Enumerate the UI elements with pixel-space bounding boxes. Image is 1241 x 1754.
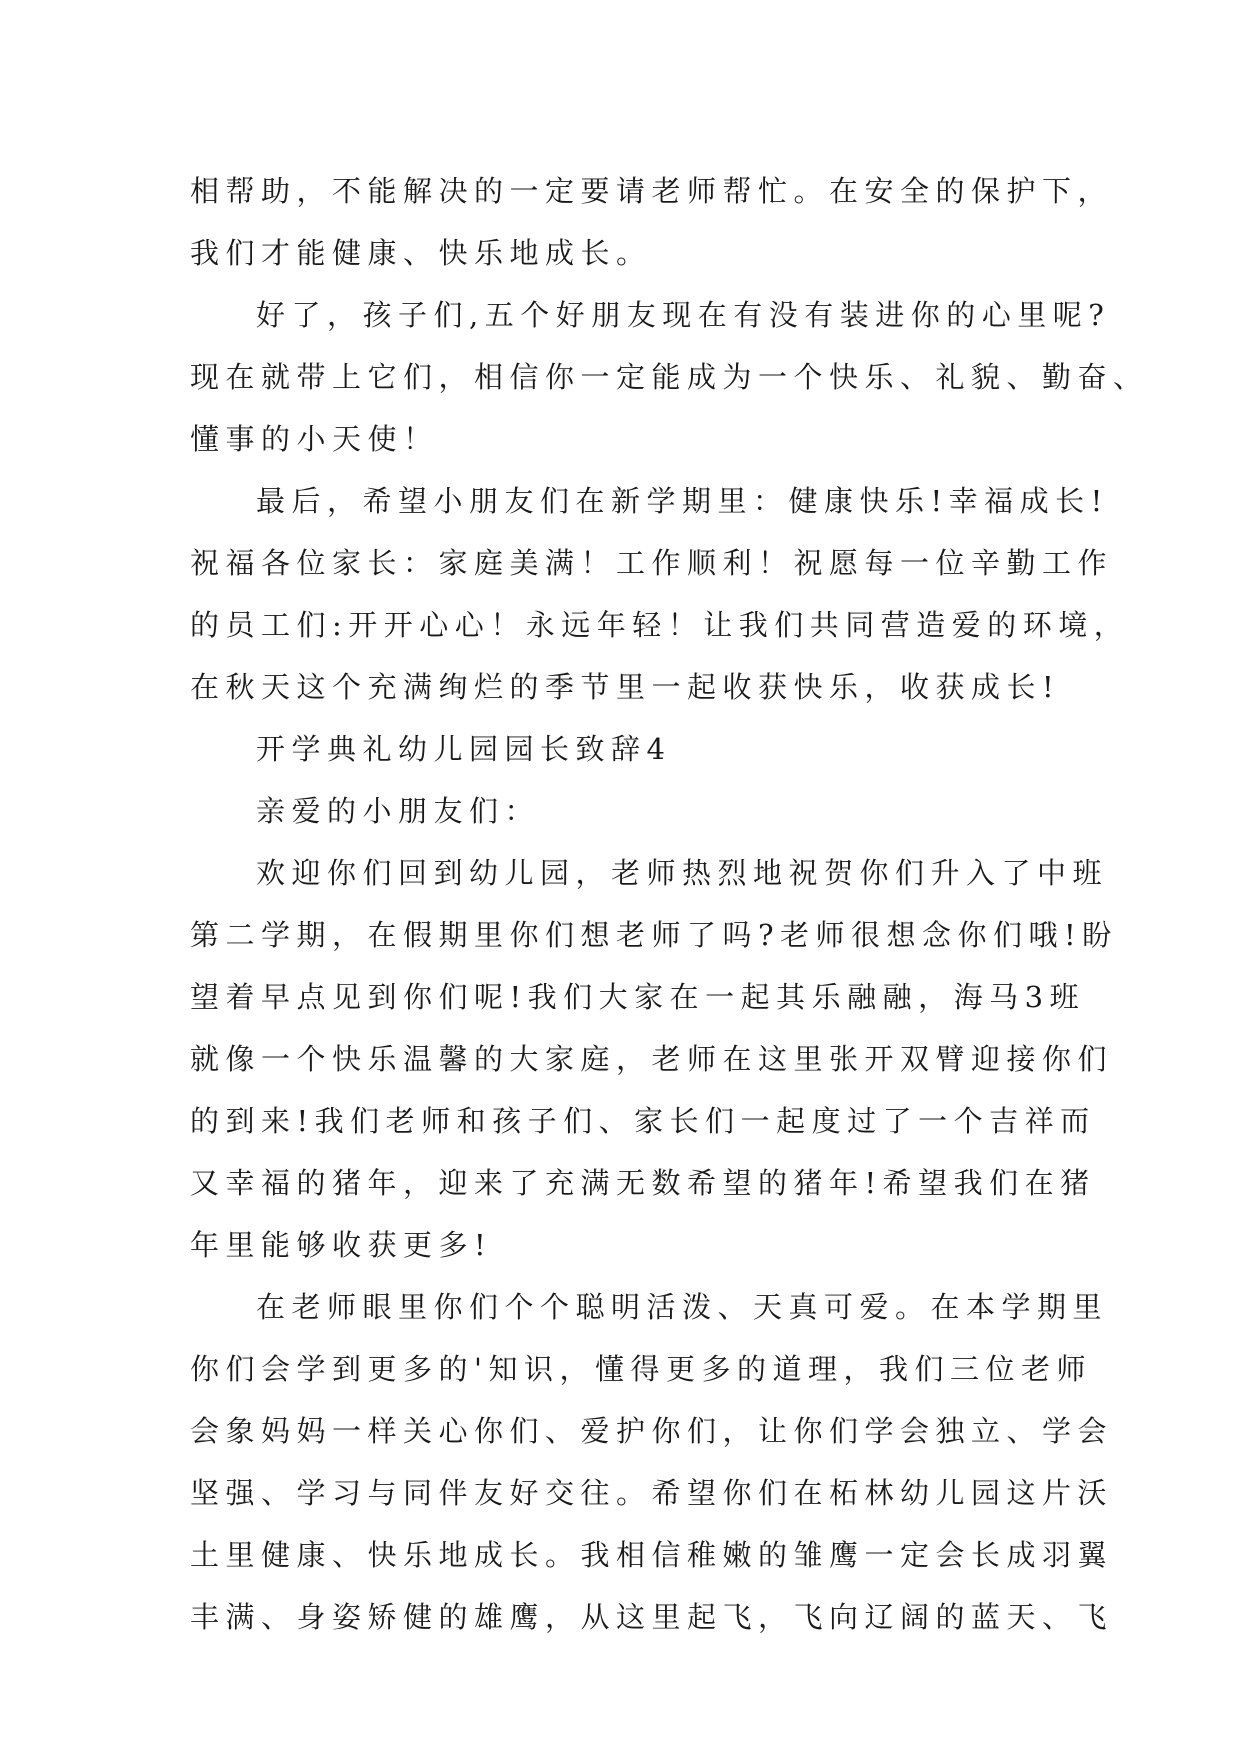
- text-line: 又幸福的猪年，迎来了充满无数希望的猪年!希望我们在猪: [190, 1166, 1096, 1200]
- text-line: 的到来!我们老师和孩子们、家长们一起度过了一个吉祥而: [190, 1104, 1096, 1138]
- text-line: 土里健康、快乐地成长。我相信稚嫩的雏鹰一定会长成羽翼: [190, 1538, 1114, 1572]
- text-line: 我们才能健康、快乐地成长。: [190, 236, 652, 270]
- text-line: 懂事的小天使！: [190, 422, 439, 456]
- text-line: 你们会学到更多的'知识，懂得更多的道理，我们三位老师: [190, 1352, 1092, 1386]
- text-line: 现在就带上它们，相信你一定能成为一个快乐、礼貌、勤奋、: [190, 360, 1149, 394]
- text-line: 在秋天这个充满绚烂的季节里一起收获快乐，收获成长!: [190, 670, 1061, 704]
- text-line: 相帮助，不能解决的一定要请老师帮忙。在安全的保护下，: [190, 174, 1114, 208]
- salutation: 亲爱的小朋友们：: [256, 794, 541, 828]
- text-line: 丰满、身姿矫健的雄鹰，从这里起飞，飞向辽阔的蓝天、飞: [190, 1600, 1114, 1634]
- section-heading: 开学典礼幼儿园园长致辞4: [256, 732, 672, 766]
- document-body: [190, 160, 1149, 1648]
- text-line: 的员工们:开开心心！永远年轻！让我们共同营造爱的环境，: [190, 608, 1130, 642]
- text-line: 祝福各位家长：家庭美满！工作顺利！祝愿每一位辛勤工作: [190, 546, 1114, 580]
- text-line: 年里能够收获更多!: [190, 1228, 493, 1262]
- text-line: 坚强、学习与同伴友好交往。希望你们在柘林幼儿园这片沃: [190, 1476, 1114, 1510]
- text-line: 就像一个快乐温馨的大家庭，老师在这里张开双臂迎接你们: [190, 1042, 1114, 1076]
- text-line: 望着早点见到你们呢!我们大家在一起其乐融融，海马3班: [190, 980, 1086, 1014]
- text-line: 第二学期，在假期里你们想老师了吗?老师很想念你们哦!盼: [190, 918, 1118, 952]
- text-line: 会象妈妈一样关心你们、爱护你们，让你们学会独立、学会: [190, 1414, 1114, 1448]
- paragraph-first-line: 最后，希望小朋友们在新学期里：健康快乐!幸福成长!: [256, 484, 1109, 518]
- paragraph-first-line: 在老师眼里你们个个聪明活泼、天真可爱。在本学期里: [256, 1290, 1109, 1324]
- paragraph-first-line: 欢迎你们回到幼儿园，老师热烈地祝贺你们升入了中班: [256, 856, 1109, 890]
- paragraph-first-line: 好了，孩子们,五个好朋友现在有没有装进你的心里呢?: [256, 298, 1111, 332]
